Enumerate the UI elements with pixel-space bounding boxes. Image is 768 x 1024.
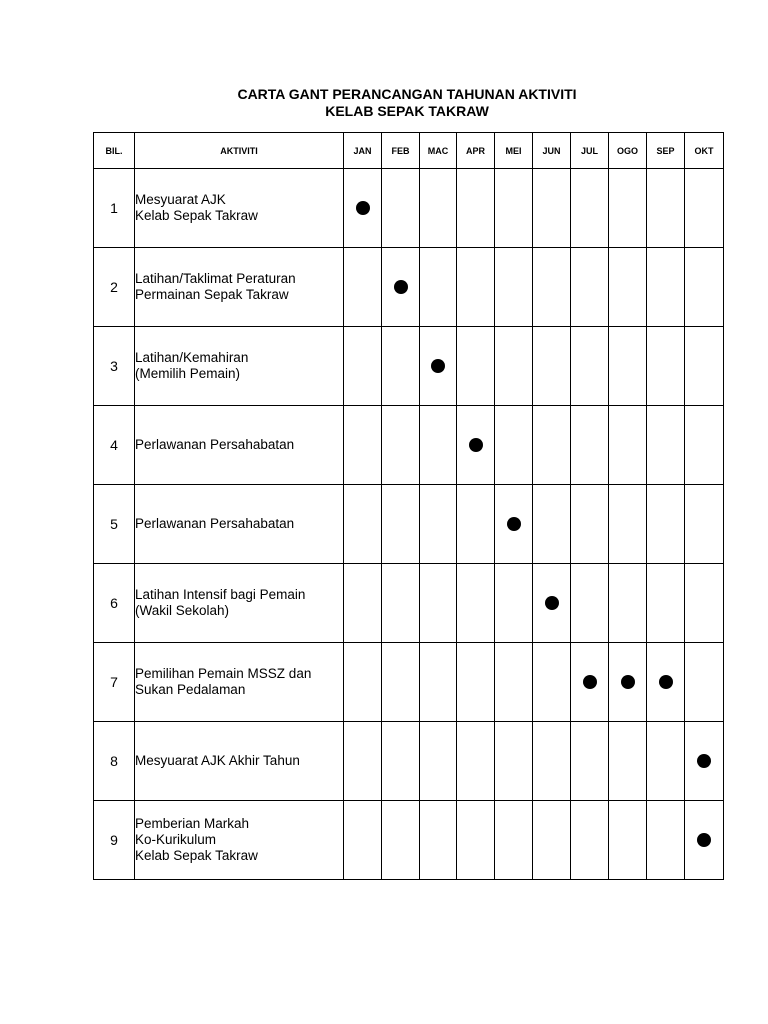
month-cell-mac — [420, 169, 457, 248]
month-cell-mac — [420, 485, 457, 564]
month-cell-mei — [495, 801, 533, 880]
month-cell-sep — [647, 248, 685, 327]
month-cell-apr — [457, 485, 495, 564]
activity-name: Mesyuarat AJK Akhir Tahun — [135, 722, 344, 801]
scheduled-dot-icon — [697, 754, 711, 768]
month-cell-jan — [344, 801, 382, 880]
activity-name: Perlawanan Persahabatan — [135, 406, 344, 485]
header-month-jun: JUN — [533, 133, 571, 169]
month-cell-apr — [457, 248, 495, 327]
month-cell-okt — [685, 643, 724, 722]
month-cell-sep — [647, 801, 685, 880]
month-cell-feb — [382, 564, 420, 643]
month-cell-feb — [382, 169, 420, 248]
month-cell-mac — [420, 248, 457, 327]
month-cell-apr — [457, 801, 495, 880]
month-cell-mac — [420, 643, 457, 722]
month-cell-jan — [344, 169, 382, 248]
header-bil: BIL. — [94, 133, 135, 169]
header-month-jan: JAN — [344, 133, 382, 169]
month-cell-feb — [382, 327, 420, 406]
table-row — [94, 564, 724, 643]
month-cell-jun — [533, 722, 571, 801]
month-cell-mac — [420, 801, 457, 880]
month-cell-mac — [420, 722, 457, 801]
month-cell-jan — [344, 485, 382, 564]
month-cell-sep — [647, 722, 685, 801]
row-number: 3 — [94, 327, 135, 406]
row-number: 5 — [94, 485, 135, 564]
month-cell-feb — [382, 722, 420, 801]
header-activity: AKTIVITI — [135, 133, 344, 169]
month-cell-feb — [382, 643, 420, 722]
header-month-apr: APR — [457, 133, 495, 169]
header-row — [94, 133, 724, 169]
month-cell-ogo — [609, 169, 647, 248]
table-row — [94, 248, 724, 327]
month-cell-jul — [571, 485, 609, 564]
month-cell-ogo — [609, 564, 647, 643]
activity-name: Latihan Intensif bagi Pemain (Wakil Sekolah) — [135, 564, 344, 643]
header-month-feb: FEB — [382, 133, 420, 169]
month-cell-sep — [647, 643, 685, 722]
row-number: 9 — [94, 801, 135, 880]
activity-name: Mesyuarat AJK Kelab Sepak Takraw — [135, 169, 344, 248]
month-cell-sep — [647, 169, 685, 248]
activity-name: Perlawanan Persahabatan — [135, 485, 344, 564]
month-cell-okt — [685, 485, 724, 564]
scheduled-dot-icon — [621, 675, 635, 689]
month-cell-feb — [382, 248, 420, 327]
month-cell-jun — [533, 564, 571, 643]
month-cell-mei — [495, 248, 533, 327]
scheduled-dot-icon — [507, 517, 521, 531]
header-month-okt: OKT — [685, 133, 724, 169]
row-number: 4 — [94, 406, 135, 485]
title-line-1: CARTA GANT PERANCANGAN TAHUNAN AKTIVITI — [237, 86, 577, 102]
row-number: 6 — [94, 564, 135, 643]
month-cell-jun — [533, 643, 571, 722]
month-cell-okt — [685, 722, 724, 801]
month-cell-jan — [344, 564, 382, 643]
month-cell-jul — [571, 169, 609, 248]
scheduled-dot-icon — [659, 675, 673, 689]
table-row — [94, 801, 724, 880]
month-cell-jul — [571, 722, 609, 801]
row-number: 7 — [94, 643, 135, 722]
month-cell-mei — [495, 643, 533, 722]
month-cell-sep — [647, 485, 685, 564]
header-month-sep: SEP — [647, 133, 685, 169]
header-month-mei: MEI — [495, 133, 533, 169]
month-cell-mei — [495, 722, 533, 801]
row-number: 8 — [94, 722, 135, 801]
month-cell-ogo — [609, 801, 647, 880]
scheduled-dot-icon — [431, 359, 445, 373]
scheduled-dot-icon — [394, 280, 408, 294]
month-cell-mac — [420, 564, 457, 643]
month-cell-jan — [344, 643, 382, 722]
month-cell-ogo — [609, 248, 647, 327]
chart-title — [0, 86, 768, 120]
month-cell-jul — [571, 327, 609, 406]
table-row — [94, 643, 724, 722]
month-cell-jun — [533, 485, 571, 564]
month-cell-okt — [685, 801, 724, 880]
month-cell-feb — [382, 801, 420, 880]
month-cell-okt — [685, 169, 724, 248]
gantt-body — [94, 169, 724, 880]
month-cell-feb — [382, 485, 420, 564]
scheduled-dot-icon — [469, 438, 483, 452]
header-month-ogo: OGO — [609, 133, 647, 169]
title-line-2: KELAB SEPAK TAKRAW — [325, 103, 489, 119]
month-cell-mac — [420, 327, 457, 406]
scheduled-dot-icon — [545, 596, 559, 610]
month-cell-jan — [344, 327, 382, 406]
month-cell-jul — [571, 801, 609, 880]
table-row — [94, 722, 724, 801]
month-cell-sep — [647, 327, 685, 406]
header-month-mac: MAC — [420, 133, 457, 169]
month-cell-sep — [647, 406, 685, 485]
activity-name: Pemberian Markah Ko-Kurikulum Kelab Sepak Takraw — [135, 801, 344, 880]
month-cell-jan — [344, 722, 382, 801]
month-cell-jul — [571, 406, 609, 485]
month-cell-mac — [420, 406, 457, 485]
month-cell-apr — [457, 327, 495, 406]
month-cell-mei — [495, 327, 533, 406]
month-cell-okt — [685, 327, 724, 406]
table-row — [94, 406, 724, 485]
table-row — [94, 485, 724, 564]
month-cell-ogo — [609, 643, 647, 722]
activity-name: Pemilihan Pemain MSSZ dan Sukan Pedalaman — [135, 643, 344, 722]
month-cell-okt — [685, 564, 724, 643]
month-cell-jan — [344, 248, 382, 327]
month-cell-ogo — [609, 722, 647, 801]
month-cell-jun — [533, 406, 571, 485]
month-cell-mei — [495, 485, 533, 564]
table-row — [94, 327, 724, 406]
month-cell-jul — [571, 248, 609, 327]
month-cell-mei — [495, 406, 533, 485]
month-cell-apr — [457, 643, 495, 722]
month-cell-okt — [685, 248, 724, 327]
gantt-table — [93, 132, 724, 880]
month-cell-ogo — [609, 485, 647, 564]
month-cell-mei — [495, 169, 533, 248]
month-cell-apr — [457, 169, 495, 248]
table-row — [94, 169, 724, 248]
month-cell-apr — [457, 406, 495, 485]
month-cell-mei — [495, 564, 533, 643]
month-cell-jun — [533, 169, 571, 248]
scheduled-dot-icon — [583, 675, 597, 689]
month-cell-feb — [382, 406, 420, 485]
month-cell-jun — [533, 327, 571, 406]
month-cell-jun — [533, 248, 571, 327]
month-cell-jul — [571, 564, 609, 643]
month-cell-ogo — [609, 327, 647, 406]
row-number: 2 — [94, 248, 135, 327]
activity-name: Latihan/Kemahiran (Memilih Pemain) — [135, 327, 344, 406]
month-cell-okt — [685, 406, 724, 485]
month-cell-apr — [457, 722, 495, 801]
month-cell-jun — [533, 801, 571, 880]
scheduled-dot-icon — [356, 201, 370, 215]
header-month-jul: JUL — [571, 133, 609, 169]
month-cell-jan — [344, 406, 382, 485]
month-cell-sep — [647, 564, 685, 643]
month-cell-ogo — [609, 406, 647, 485]
month-cell-jul — [571, 643, 609, 722]
month-cell-apr — [457, 564, 495, 643]
activity-name: Latihan/Taklimat Peraturan Permainan Sepak Takraw — [135, 248, 344, 327]
scheduled-dot-icon — [697, 833, 711, 847]
row-number: 1 — [94, 169, 135, 248]
